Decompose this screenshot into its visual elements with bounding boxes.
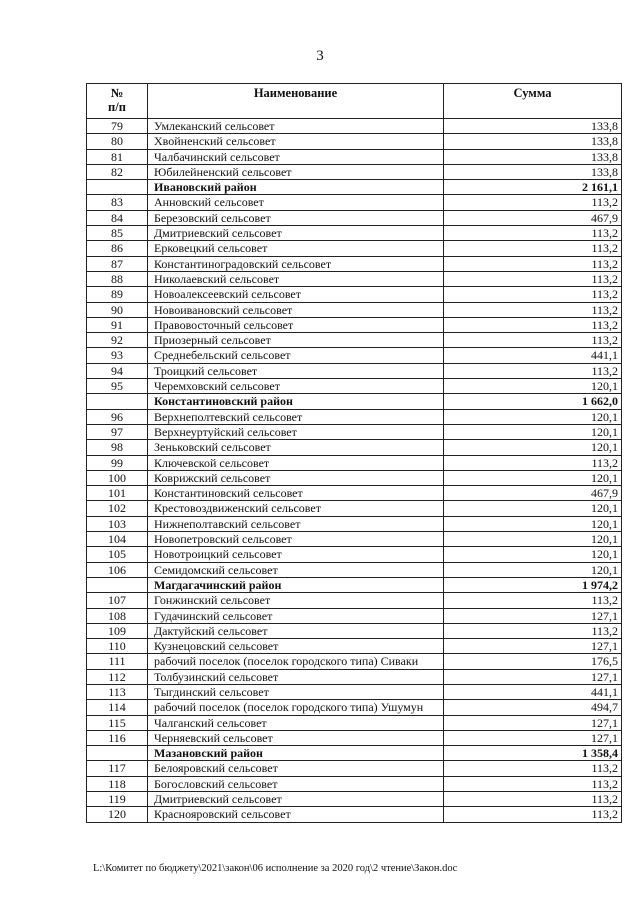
- settlement-name: Приозерный сельсовет: [148, 333, 444, 348]
- table-header-row: [87, 84, 622, 119]
- header-name: Наименование: [148, 84, 444, 119]
- file-path-footer: L:\Комитет по бюджету\2021\закон\06 исполнение за 2020 год\2 чтение\Закон.doc: [93, 863, 458, 874]
- row-sum: 120,1: [444, 470, 622, 485]
- table-row: [87, 271, 622, 286]
- district-row: [87, 746, 622, 761]
- table-row: [87, 700, 622, 715]
- settlement-name: Кузнецовский сельсовет: [148, 639, 444, 654]
- row-number: [87, 180, 148, 195]
- row-number: 90: [87, 302, 148, 317]
- table-row: [87, 241, 622, 256]
- settlement-name: Анновский сельсовет: [148, 195, 444, 210]
- row-number: 110: [87, 639, 148, 654]
- table-row: [87, 501, 622, 516]
- settlement-name: Крестовоздвиженский сельсовет: [148, 501, 444, 516]
- row-sum: 133,8: [444, 149, 622, 164]
- row-number: 117: [87, 761, 148, 776]
- row-number: [87, 577, 148, 592]
- row-number: 79: [87, 119, 148, 134]
- row-number: [87, 746, 148, 761]
- row-number: 106: [87, 562, 148, 577]
- table-row: [87, 807, 622, 822]
- district-row: [87, 180, 622, 195]
- settlement-name: Чалганский сельсовет: [148, 715, 444, 730]
- settlement-name: Среднебельский сельсовет: [148, 348, 444, 363]
- settlement-name: Ключевской сельсовет: [148, 455, 444, 470]
- row-sum: 113,2: [444, 241, 622, 256]
- row-sum: 113,2: [444, 317, 622, 332]
- row-number: 114: [87, 700, 148, 715]
- row-sum: 113,2: [444, 761, 622, 776]
- table-row: [87, 134, 622, 149]
- row-sum: 127,1: [444, 730, 622, 745]
- table-row: [87, 684, 622, 699]
- row-number: 81: [87, 149, 148, 164]
- row-number: 85: [87, 226, 148, 241]
- table-row: [87, 256, 622, 271]
- row-sum: 120,1: [444, 562, 622, 577]
- row-sum: 113,2: [444, 776, 622, 791]
- table-row: [87, 639, 622, 654]
- table-row: [87, 623, 622, 638]
- table-row: [87, 440, 622, 455]
- row-sum: 494,7: [444, 700, 622, 715]
- row-sum: 120,1: [444, 547, 622, 562]
- settlement-name: Николаевский сельсовет: [148, 271, 444, 286]
- row-number: 95: [87, 379, 148, 394]
- row-number: 107: [87, 593, 148, 608]
- row-sum: 127,1: [444, 669, 622, 684]
- settlement-name: Дмитриевский сельсовет: [148, 792, 444, 807]
- row-number: [87, 394, 148, 409]
- row-number: 112: [87, 669, 148, 684]
- table-row: [87, 715, 622, 730]
- row-number: 97: [87, 424, 148, 439]
- table-row: [87, 363, 622, 378]
- row-sum: 176,5: [444, 654, 622, 669]
- settlement-name: Тыгдинский сельсовет: [148, 684, 444, 699]
- table-row: [87, 532, 622, 547]
- row-sum: 113,2: [444, 455, 622, 470]
- row-number: 119: [87, 792, 148, 807]
- table-row: [87, 608, 622, 623]
- row-sum: 467,9: [444, 486, 622, 501]
- table-row: [87, 669, 622, 684]
- row-sum: 113,2: [444, 593, 622, 608]
- row-number: 115: [87, 715, 148, 730]
- district-row: [87, 394, 622, 409]
- table-row: [87, 424, 622, 439]
- table-row: [87, 455, 622, 470]
- district-name: Мазановский район: [148, 746, 444, 761]
- row-number: 100: [87, 470, 148, 485]
- row-sum: 120,1: [444, 379, 622, 394]
- row-sum: 113,2: [444, 271, 622, 286]
- settlement-name: Верхнеуртуйский сельсовет: [148, 424, 444, 439]
- table-row: [87, 761, 622, 776]
- district-sum: 2 161,1: [444, 180, 622, 195]
- settlement-name: Березовский сельсовет: [148, 210, 444, 225]
- row-sum: 441,1: [444, 348, 622, 363]
- row-number: 86: [87, 241, 148, 256]
- district-name: Константиновский район: [148, 394, 444, 409]
- row-sum: 113,2: [444, 333, 622, 348]
- row-number: 120: [87, 807, 148, 822]
- row-number: 89: [87, 287, 148, 302]
- settlement-name: Богословский сельсовет: [148, 776, 444, 791]
- settlement-name: Троицкий сельсовет: [148, 363, 444, 378]
- table-row: [87, 593, 622, 608]
- table-row: [87, 149, 622, 164]
- table-row: [87, 562, 622, 577]
- settlement-name: Белояровский сельсовет: [148, 761, 444, 776]
- row-number: 88: [87, 271, 148, 286]
- table-row: [87, 470, 622, 485]
- row-sum: 113,2: [444, 363, 622, 378]
- settlement-name: Чалбачинский сельсовет: [148, 149, 444, 164]
- table-row: [87, 654, 622, 669]
- district-name: Магдагачинский район: [148, 577, 444, 592]
- row-sum: 113,2: [444, 195, 622, 210]
- settlement-name: Черемховский сельсовет: [148, 379, 444, 394]
- row-sum: 133,8: [444, 164, 622, 179]
- row-sum: 133,8: [444, 134, 622, 149]
- settlement-name: Семидомский сельсовет: [148, 562, 444, 577]
- table-row: [87, 119, 622, 134]
- row-number: 118: [87, 776, 148, 791]
- table-row: [87, 287, 622, 302]
- table-row: [87, 379, 622, 394]
- settlement-name: Дмитриевский сельсовет: [148, 226, 444, 241]
- table-row: [87, 164, 622, 179]
- row-number: 92: [87, 333, 148, 348]
- row-number: 87: [87, 256, 148, 271]
- row-number: 94: [87, 363, 148, 378]
- settlement-name: Толбузинский сельсовет: [148, 669, 444, 684]
- row-number: 93: [87, 348, 148, 363]
- row-sum: 120,1: [444, 424, 622, 439]
- table-row: [87, 409, 622, 424]
- budget-table: [86, 83, 622, 823]
- row-sum: 441,1: [444, 684, 622, 699]
- settlement-name: Константиноградовский сельсовет: [148, 256, 444, 271]
- district-sum: 1 662,0: [444, 394, 622, 409]
- row-sum: 120,1: [444, 532, 622, 547]
- settlement-name: Коврижский сельсовет: [148, 470, 444, 485]
- row-sum: 113,2: [444, 792, 622, 807]
- row-sum: 113,2: [444, 256, 622, 271]
- row-number: 109: [87, 623, 148, 638]
- settlement-name: Дактуйский сельсовет: [148, 623, 444, 638]
- settlement-name: Новоалексеевский сельсовет: [148, 287, 444, 302]
- row-number: 108: [87, 608, 148, 623]
- row-sum: 120,1: [444, 409, 622, 424]
- table-row: [87, 317, 622, 332]
- table-row: [87, 547, 622, 562]
- settlement-name: Юбилейненский сельсовет: [148, 164, 444, 179]
- table-row: [87, 348, 622, 363]
- settlement-name: Верхнеполтевский сельсовет: [148, 409, 444, 424]
- settlement-name: Новотроицкий сельсовет: [148, 547, 444, 562]
- settlement-name: рабочий поселок (поселок городского типа) Сиваки: [148, 654, 444, 669]
- row-number: 91: [87, 317, 148, 332]
- row-sum: 133,8: [444, 119, 622, 134]
- settlement-name: Нижнеполтавский сельсовет: [148, 516, 444, 531]
- page-number: 3: [316, 48, 324, 64]
- row-number: 105: [87, 547, 148, 562]
- table-body: [87, 119, 622, 823]
- table-row: [87, 333, 622, 348]
- settlement-name: Умлеканский сельсовет: [148, 119, 444, 134]
- row-sum: 120,1: [444, 501, 622, 516]
- row-number: 96: [87, 409, 148, 424]
- row-number: 101: [87, 486, 148, 501]
- row-sum: 120,1: [444, 440, 622, 455]
- table-row: [87, 195, 622, 210]
- row-number: 82: [87, 164, 148, 179]
- settlement-name: Правовосточный сельсовет: [148, 317, 444, 332]
- row-sum: 113,2: [444, 226, 622, 241]
- row-number: 104: [87, 532, 148, 547]
- row-number: 84: [87, 210, 148, 225]
- row-sum: 113,2: [444, 623, 622, 638]
- district-sum: 1 358,4: [444, 746, 622, 761]
- table-row: [87, 730, 622, 745]
- settlement-name: Новопетровский сельсовет: [148, 532, 444, 547]
- header-num: № п/п: [87, 84, 148, 119]
- header-sum: Сумма: [444, 84, 622, 119]
- settlement-name: Краснояровский сельсовет: [148, 807, 444, 822]
- table-row: [87, 792, 622, 807]
- settlement-name: Новоивановский сельсовет: [148, 302, 444, 317]
- row-number: 111: [87, 654, 148, 669]
- settlement-name: Ерковецкий сельсовет: [148, 241, 444, 256]
- district-row: [87, 577, 622, 592]
- row-sum: 127,1: [444, 715, 622, 730]
- settlement-name: Гонжинский сельсовет: [148, 593, 444, 608]
- row-sum: 127,1: [444, 608, 622, 623]
- district-sum: 1 974,2: [444, 577, 622, 592]
- table-row: [87, 210, 622, 225]
- table-row: [87, 226, 622, 241]
- row-number: 102: [87, 501, 148, 516]
- table-row: [87, 776, 622, 791]
- settlement-name: Черняевский сельсовет: [148, 730, 444, 745]
- row-sum: 113,2: [444, 807, 622, 822]
- district-name: Ивановский район: [148, 180, 444, 195]
- row-number: 98: [87, 440, 148, 455]
- settlement-name: Зеньковский сельсовет: [148, 440, 444, 455]
- row-number: 83: [87, 195, 148, 210]
- row-sum: 127,1: [444, 639, 622, 654]
- row-sum: 113,2: [444, 287, 622, 302]
- row-number: 103: [87, 516, 148, 531]
- table-row: [87, 516, 622, 531]
- table-row: [87, 302, 622, 317]
- row-number: 80: [87, 134, 148, 149]
- row-sum: 467,9: [444, 210, 622, 225]
- row-number: 116: [87, 730, 148, 745]
- settlement-name: Константиновский сельсовет: [148, 486, 444, 501]
- row-sum: 120,1: [444, 516, 622, 531]
- row-number: 99: [87, 455, 148, 470]
- row-sum: 113,2: [444, 302, 622, 317]
- settlement-name: Хвойненский сельсовет: [148, 134, 444, 149]
- table-row: [87, 486, 622, 501]
- row-number: 113: [87, 684, 148, 699]
- settlement-name: Гудачинский сельсовет: [148, 608, 444, 623]
- settlement-name: рабочий поселок (поселок городского типа) Ушумун: [148, 700, 444, 715]
